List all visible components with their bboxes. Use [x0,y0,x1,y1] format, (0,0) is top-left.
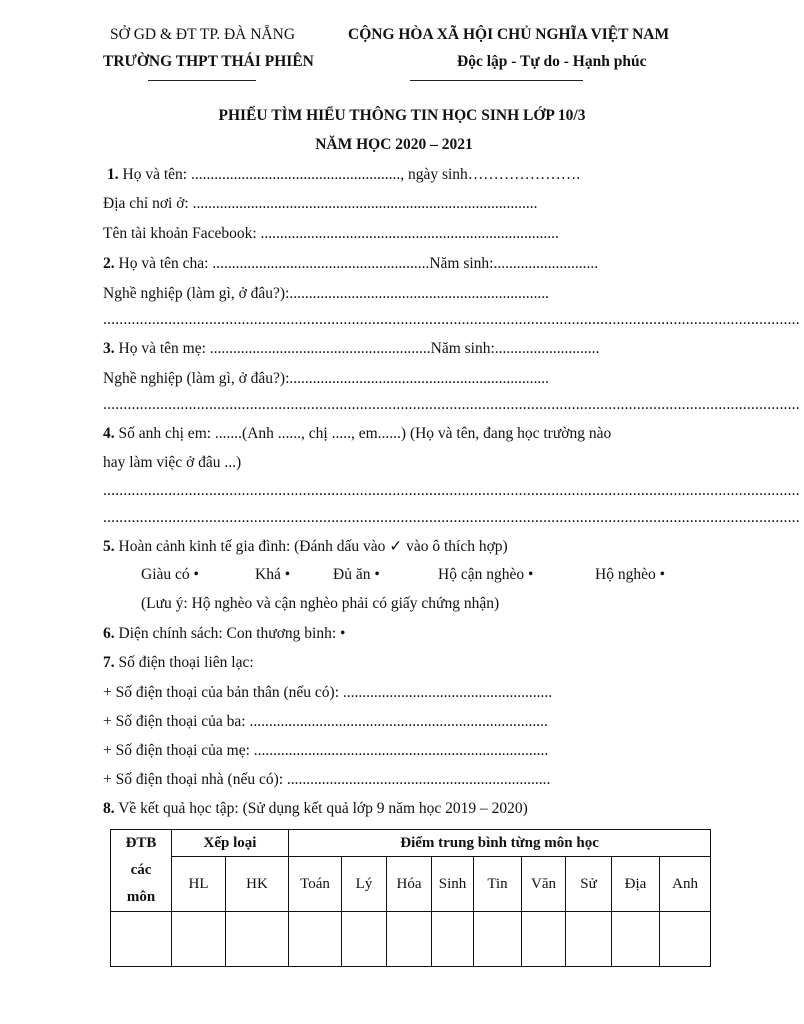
q3-blank-line: ........................................................................................................................................................................... [103,396,800,413]
form-title: PHIẾU TÌM HIỂU THÔNG TIN HỌC SINH LỚP 10/3 [218,107,586,124]
col-sinh: Sinh [432,857,474,912]
option-near-poor[interactable]: Hộ cận nghèo • [438,566,534,583]
q4-number: 4. [103,425,115,442]
diem-tb-header: Điểm trung bình từng môn học [289,830,711,857]
option-rich[interactable]: Giàu có • [141,566,199,583]
q5-note: (Lưu ý: Hộ nghèo và cận nghèo phải có giấy chứng nhận) [141,595,500,612]
col-van: Văn [522,857,566,912]
q1-name-dob [107,166,580,184]
cell-toan[interactable] [289,912,342,967]
q4-label: Số anh chị em: .......(Anh ......, chị ....., em......) (Họ và tên, đang học trường nào [114,425,612,442]
table-row [111,912,711,967]
cell-tin[interactable] [474,912,522,967]
q5-number: 5. [103,538,115,555]
q3-mother-job: Nghề nghiệp (làm gì, ở đâu?):................................................................... [103,370,550,387]
q2-blank-line: ........................................................................................................................................................................... [103,311,800,328]
col-su: Sử [566,857,612,912]
phone-father: + Số điện thoại của ba: ............................................................................. [103,713,548,730]
dtb-header: ĐTB các môn [111,830,172,912]
col-toan: Toán [289,857,342,912]
school-year: NĂM HỌC 2020 – 2021 [315,136,473,153]
cell-dtb[interactable] [111,912,172,967]
col-ly: Lý [342,857,387,912]
phone-mother: + Số điện thoại của mẹ: ............................................................................ [103,742,549,759]
q2-number: 2. [103,255,115,272]
cell-sinh[interactable] [432,912,474,967]
cell-hl[interactable] [172,912,226,967]
q5-economic [103,537,508,556]
q5-label: Hoàn cảnh kinh tế gia đình: (Đánh dấu vào ✓ vào ô thích hợp) [114,538,508,555]
option-poor[interactable]: Hộ nghèo • [595,566,665,583]
q2-father-job: Nghề nghiệp (làm gì, ở đâu?):................................................................... [103,285,550,302]
motto-underline [410,80,583,81]
q7-label: Số điện thoại liên lạc: [114,654,254,671]
q1-label: Họ và tên: ......................................................, ngày sinh…………………. [118,166,581,183]
phone-self: + Số điện thoại của bản thân (nếu có): ...................................................... [103,684,553,701]
option-well-off[interactable]: Khá • [255,566,291,583]
q6-policy [103,625,345,643]
q2-label: Họ và tên cha: ........................................................Năm sinh:........................... [114,255,599,272]
q4-blank-line-2: ........................................................................................................................................................................... [103,509,800,526]
q3-mother-name [103,340,599,358]
option-sufficient[interactable]: Đủ ăn • [333,566,380,583]
q4-blank-line-1: ........................................................................................................................................................................... [103,482,800,499]
cell-ly[interactable] [342,912,387,967]
col-hk: HK [226,857,289,912]
q1-number: 1. [107,166,119,183]
xep-loai-header: Xếp loại [172,830,289,857]
q4-siblings-cont: hay làm việc ở đâu ...) [103,454,242,471]
school-underline [148,80,256,81]
cell-anh[interactable] [660,912,711,967]
facebook-line: Tên tài khoản Facebook: ............................................................................. [103,225,559,242]
phone-home: + Số điện thoại nhà (nếu có): .................................................................... [103,771,551,788]
school-name: TRƯỜNG THPT THÁI PHIÊN [103,53,314,70]
q8-results [103,800,528,818]
grades-table [110,829,711,967]
cell-su[interactable] [566,912,612,967]
q3-label: Họ và tên mẹ: .........................................................Năm sinh:........................... [114,340,600,357]
address-line: Địa chỉ nơi ở: ......................................................................................... [103,195,538,212]
col-anh: Anh [660,857,711,912]
q7-phone [103,654,254,672]
cell-dia[interactable] [612,912,660,967]
cell-van[interactable] [522,912,566,967]
col-hl: HL [172,857,226,912]
cell-hk[interactable] [226,912,289,967]
q3-number: 3. [103,340,115,357]
q7-number: 7. [103,654,115,671]
national-motto: Độc lập - Tự do - Hạnh phúc [457,53,647,70]
q8-label: Về kết quả học tập: (Sử dụng kết quả lớp 9 năm học 2019 – 2020) [114,800,528,817]
col-tin: Tin [474,857,522,912]
q2-father-name [103,255,598,273]
q8-number: 8. [103,800,115,817]
department-name: SỞ GD & ĐT TP. ĐÀ NẴNG [110,26,296,43]
q6-label: Diện chính sách: Con thương binh: • [114,625,346,642]
col-dia: Địa [612,857,660,912]
cell-hoa[interactable] [387,912,432,967]
col-hoa: Hóa [387,857,432,912]
q4-siblings [103,425,611,443]
national-title: CỘNG HÒA XÃ HỘI CHỦ NGHĨA VIỆT NAM [348,26,670,43]
q6-number: 6. [103,625,115,642]
